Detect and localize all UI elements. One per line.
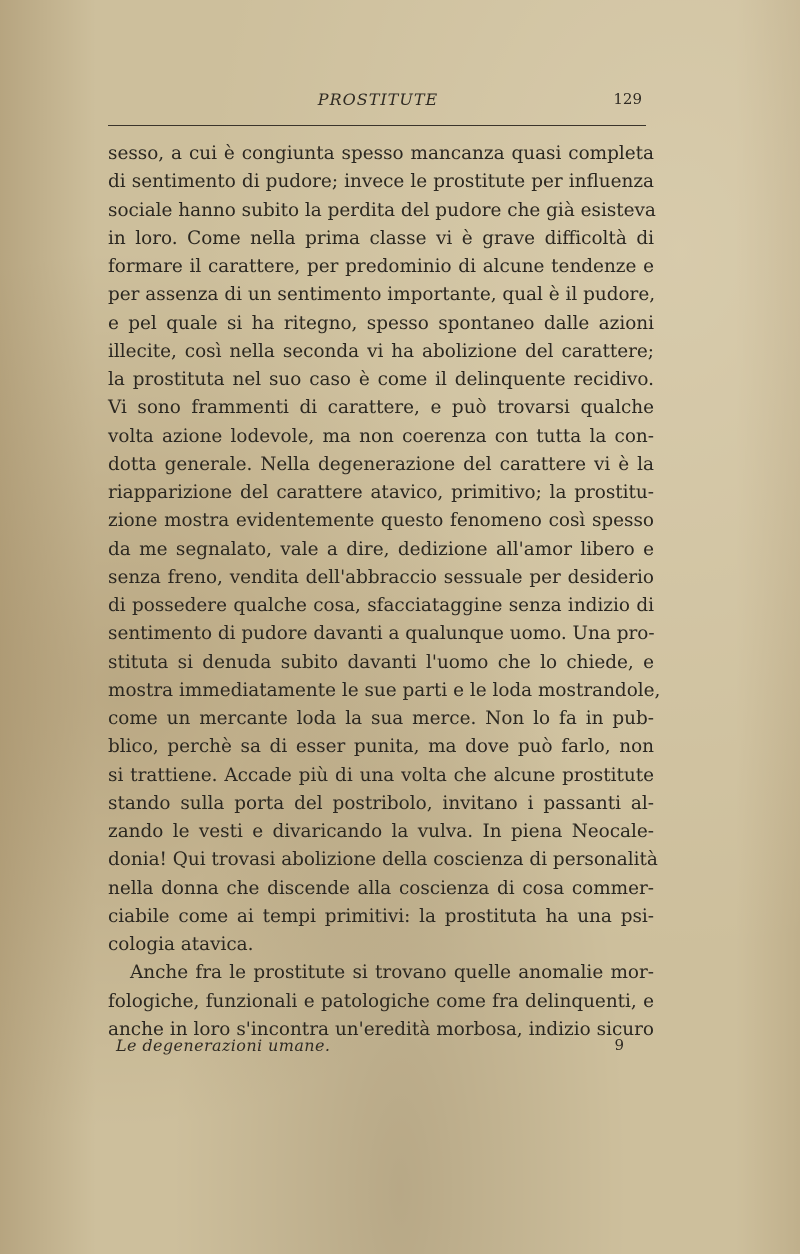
text-line: e pel quale si ha ritegno, spesso spontaneo dalle azioni xyxy=(108,312,654,334)
text-line: stando sulla porta del postribolo, invitano i passanti al- xyxy=(108,792,654,814)
text-line: da me segnalato, vale a dire, dedizione all'amor libero e xyxy=(108,538,654,560)
running-head xyxy=(108,90,648,112)
signature-mark: 9 xyxy=(614,1036,624,1054)
text-line: blico, perchè sa di esser punita, ma dove può farlo, non xyxy=(108,736,654,758)
text-line: sesso, a cui è congiunta spesso mancanza quasi completa xyxy=(108,143,654,164)
text-line: in loro. Come nella prima classe vi è grave difficoltà di xyxy=(108,227,654,249)
text-line: sentimento di pudore davanti a qualunque uomo. Una pro- xyxy=(108,623,655,645)
text-line: nella donna che discende alla coscienza di cosa commer- xyxy=(108,877,654,899)
text-line: anche in loro s'incontra un'eredità morbosa, indizio sicuro xyxy=(108,1018,654,1040)
text-line: mostra immediatamente le sue parti e le loda mostrandole, xyxy=(108,679,661,701)
text-line: fologiche, funzionali e patologiche come fra delinquenti, e xyxy=(108,990,654,1012)
text-line: Vi sono frammenti di carattere, e può trovarsi qualche xyxy=(108,397,654,419)
page-number: 129 xyxy=(613,90,642,108)
text-line: zando le vesti e divaricando la vulva. In piena Neocale- xyxy=(108,821,654,842)
text-line: dotta generale. Nella degenerazione del carattere vi è la xyxy=(108,453,654,475)
text-line: illecite, così nella seconda vi ha abolizione del carattere; xyxy=(108,340,654,362)
text-line: di sentimento di pudore; invece le prostitute per influenza xyxy=(108,171,654,193)
text-line: donia! Qui trovasi abolizione della coscienza di personalità xyxy=(108,849,658,871)
text-line: stituta si denuda subito davanti l'uomo che lo chiede, e xyxy=(108,651,654,673)
text-line: di possedere qualche cosa, sfacciataggine senza indizio di xyxy=(108,595,654,616)
text-line: si trattiene. Accade più di una volta che alcune prostitute xyxy=(108,764,654,786)
paragraph-start-line: Anche fra le prostitute si trovano quelle anomalie mor- xyxy=(130,962,654,984)
text-line: come un mercante loda la sua merce. Non lo fa in pub- xyxy=(108,708,654,729)
text-line: per assenza di un sentimento importante, qual è il pudore, xyxy=(108,284,656,306)
running-title: PROSTITUTE xyxy=(317,90,439,109)
paragraph-end-line: cologia atavica. xyxy=(108,934,254,955)
text-line: la prostituta nel suo caso è come il delinquente recidivo. xyxy=(108,369,654,390)
body-text xyxy=(108,140,661,1044)
footer-book-title: Le degenerazioni umane. xyxy=(116,1036,331,1055)
text-line: senza freno, vendita dell'abbraccio sessuale per desiderio xyxy=(108,566,654,588)
text-line: zione mostra evidentemente questo fenomeno così spesso xyxy=(108,510,654,532)
text-line: sociale hanno subito la perdita del pudore che già esisteva xyxy=(108,199,656,221)
text-line: volta azione lodevole, ma non coerenza con tutta la con- xyxy=(108,425,654,447)
text-line: formare il carattere, per predominio di alcune tendenze e xyxy=(108,256,654,277)
text-line: ciabile come ai tempi primitivi: la prostituta ha una psi- xyxy=(108,905,654,927)
page-footer xyxy=(116,1036,636,1058)
header-rule xyxy=(108,125,646,126)
text-line: riapparizione del carattere atavico, primitivo; la prostitu- xyxy=(108,482,654,503)
